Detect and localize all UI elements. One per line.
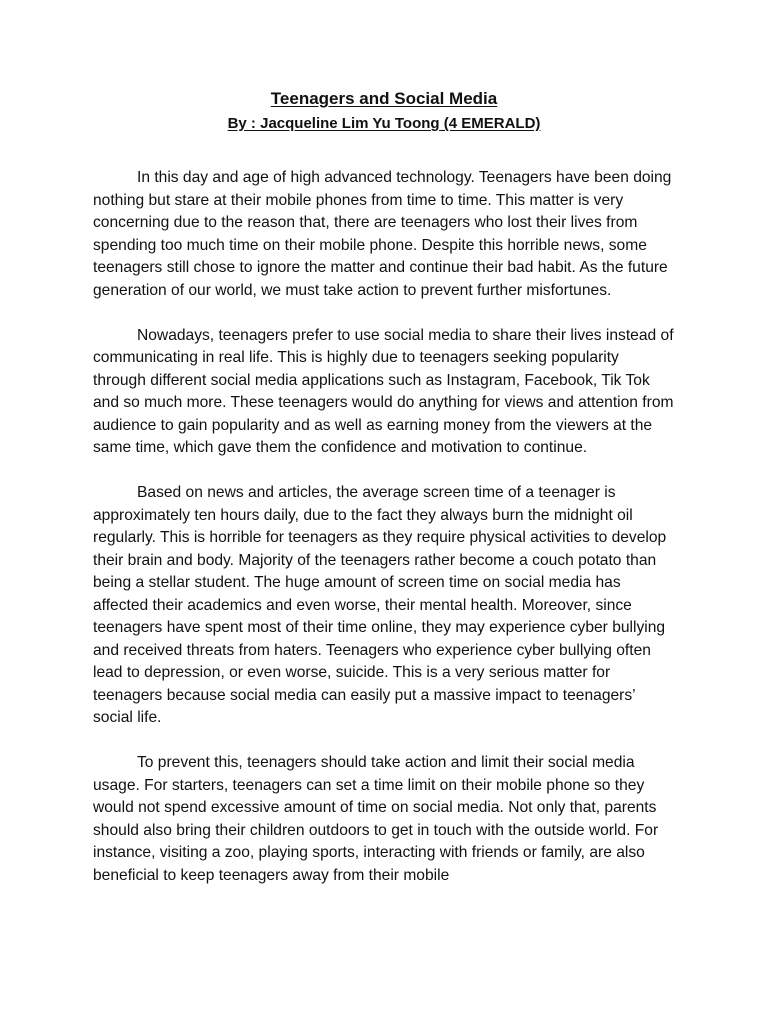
document-body <box>93 167 675 910</box>
paragraph-4: To prevent this, teenagers should take action and limit their social media usage. For starters, teenagers can set a time limit on their mobile phone so they would not spend excessive amount of time on social media. Not only that, parents should also bring their children outdoors to get in touch with the outside world. For instance, visiting a zoo, playing sports, interacting with friends or family, are also beneficial to keep teenagers away from their mobile <box>93 754 659 884</box>
paragraph-2: Nowadays, teenagers prefer to use social media to share their lives instead of communicating in real life. This is highly due to teenagers seeking popularity through different social media applications such as Instagram, Facebook, Tik Tok and so much more. These teenagers would do anything for views and attention from audience to gain popularity and as well as earning money from the viewers at the same time, which gave them the confidence and motivation to continue. <box>93 326 674 456</box>
document-title: Teenagers and Social Media <box>270 89 498 108</box>
paragraph-1: In this day and age of high advanced technology. Teenagers have been doing nothing but stare at their mobile phones from time to time. This matter is very concerning due to the reason that, there are teenagers who lost their lives from spending too much time on their mobile phone. Despite this horrible news, some teenagers still chose to ignore the matter and continue their bad habit. As the future generation of our world, we must take action to prevent further misfortunes. <box>93 169 672 299</box>
author-byline: By : Jacqueline Lim Yu Toong (4 EMERALD) <box>227 115 541 132</box>
paragraph-3: Based on news and articles, the average screen time of a teenager is approximately ten hours daily, due to the fact they always burn the midnight oil regularly. This is horrible for teenagers as they require physical activities to develop their brain and body. Majority of the teenagers rather become a couch potato than being a stellar student. The huge amount of screen time on social media has affected their academics and even worse, their mental health. Moreover, since teenagers have spent most of their time online, they may experience cyber bullying and received threats from haters. Teenagers who experience cyber bullying often lead to depression, or even worse, suicide. This is a very serious matter for teenagers because social media can easily put a massive impact to teenagers’ social life. <box>93 484 667 726</box>
